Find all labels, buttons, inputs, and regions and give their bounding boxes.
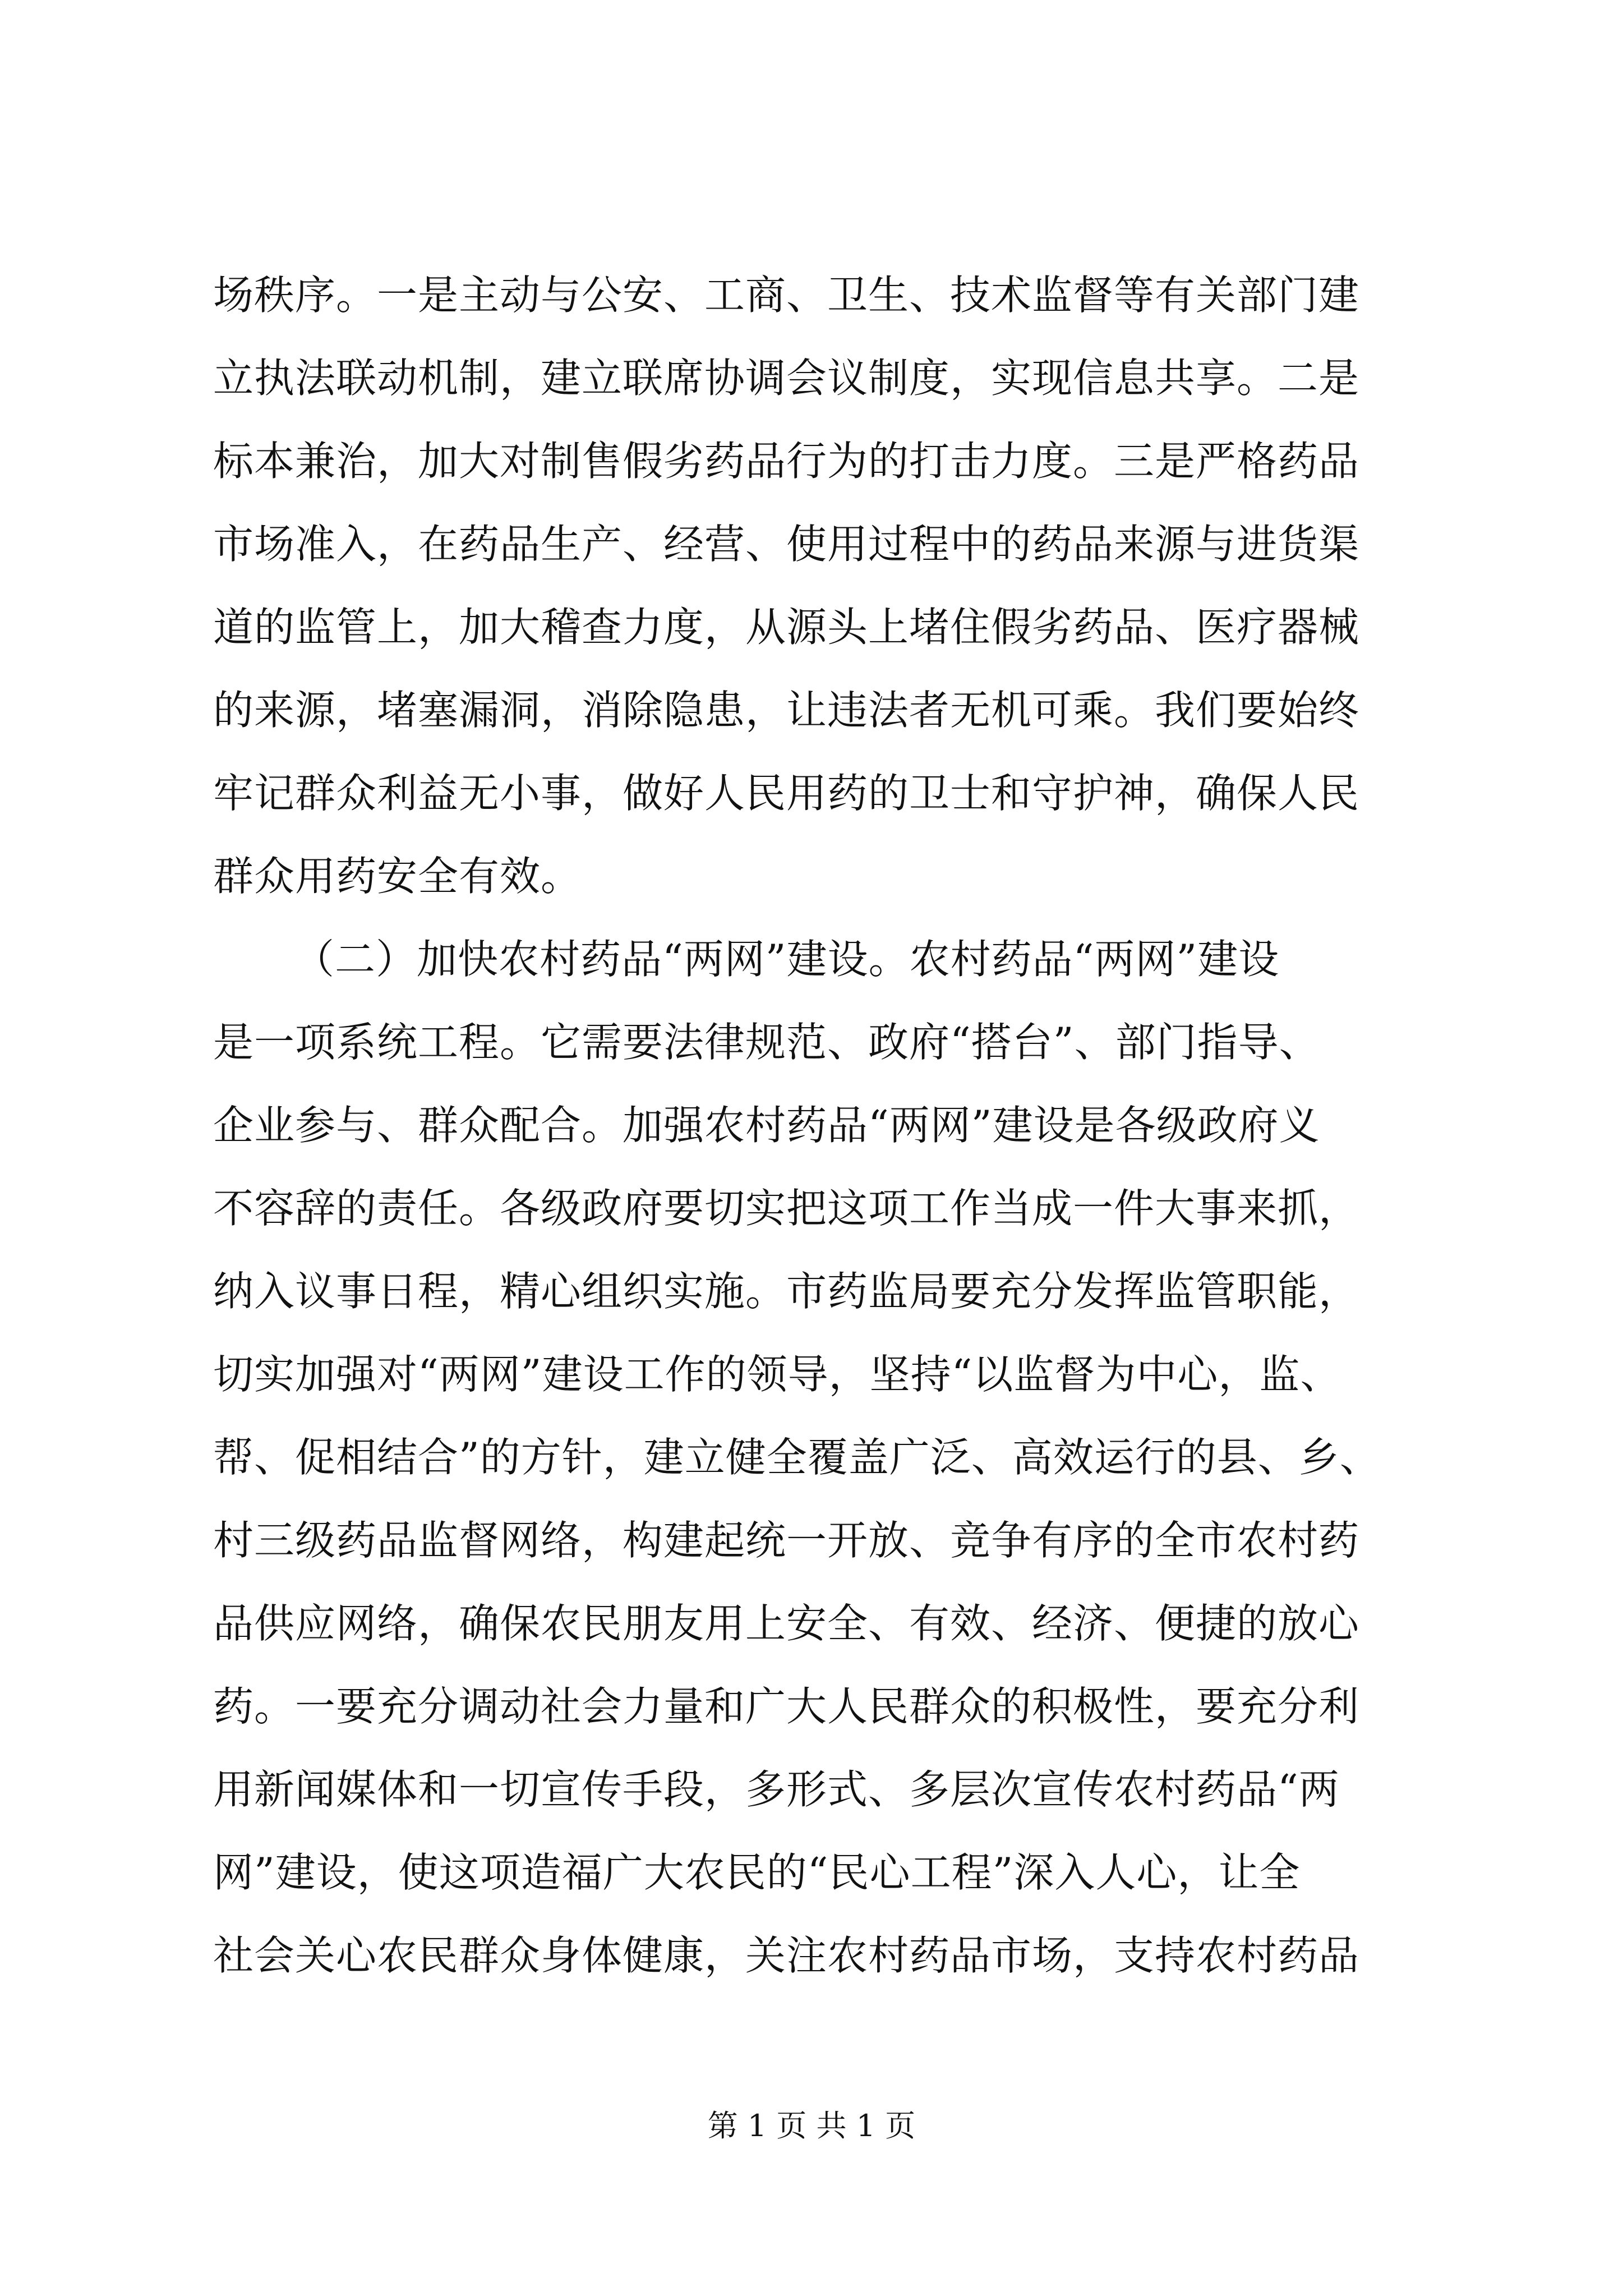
text-line: 村三级药品监督网络，构建起统一开放、竞争有序的全市农村药 xyxy=(213,1517,1360,1564)
text-line: 牢记群众利益无小事，做好人民用药的卫士和守护神，确保人民 xyxy=(213,770,1360,817)
text-line: 立执法联动机制，建立联席协调会议制度，实现信息共享。二是 xyxy=(213,355,1360,402)
text-line: 的来源，堵塞漏洞，消除隐患，让违法者无机可乘。我们要始终 xyxy=(213,687,1360,734)
text-line: 不容辞的责任。各级政府要切实把这项工作当成一件大事来抓， xyxy=(213,1185,1360,1232)
text-line: 群众用药安全有效。 xyxy=(213,853,582,900)
text-line: 药。一要充分调动社会力量和广大人民群众的积极性，要充分利 xyxy=(213,1683,1360,1730)
text-line: 社会关心农民群众身体健康，关注农村药品市场，支持农村药品 xyxy=(213,1932,1360,1979)
text-line: 帮、促相结合”的方针，建立健全覆盖广泛、高效运行的县、乡、 xyxy=(213,1434,1381,1481)
text-line: 是一项系统工程。它需要法律规范、政府“搭台”、部门指导、 xyxy=(213,1019,1320,1066)
text-line: 用新闻媒体和一切宣传手段，多形式、多层次宣传农村药品“两 xyxy=(213,1766,1340,1813)
text-line: 网”建设，使这项造福广大农民的“民心工程”深入人心，让全 xyxy=(213,1849,1301,1896)
page-footer: 第 1 页 共 1 页 xyxy=(707,2108,916,2143)
text-line: 场秩序。一是主动与公安、工商、卫生、技术监督等有关部门建 xyxy=(213,272,1360,319)
text-line: 纳入议事日程，精心组织实施。市药监局要充分发挥监管职能， xyxy=(213,1268,1360,1315)
text-line: 企业参与、群众配合。加强农村药品“两网”建设是各级政府义 xyxy=(213,1102,1320,1149)
text-line: 标本兼治，加大对制售假劣药品行为的打击力度。三是严格药品 xyxy=(213,438,1360,485)
section-heading-line: （二）加快农村药品“两网”建设。农村药品“两网”建设 xyxy=(294,936,1280,983)
text-line: 市场准入，在药品生产、经营、使用过程中的药品来源与进货渠 xyxy=(213,521,1360,568)
text-line: 道的监管上，加大稽查力度，从源头上堵住假劣药品、医疗器械 xyxy=(213,604,1360,651)
text-line: 切实加强对“两网”建设工作的领导，坚持“以监督为中心，监、 xyxy=(213,1351,1341,1398)
text-line: 品供应网络，确保农民朋友用上安全、有效、经济、便捷的放心 xyxy=(213,1600,1360,1647)
